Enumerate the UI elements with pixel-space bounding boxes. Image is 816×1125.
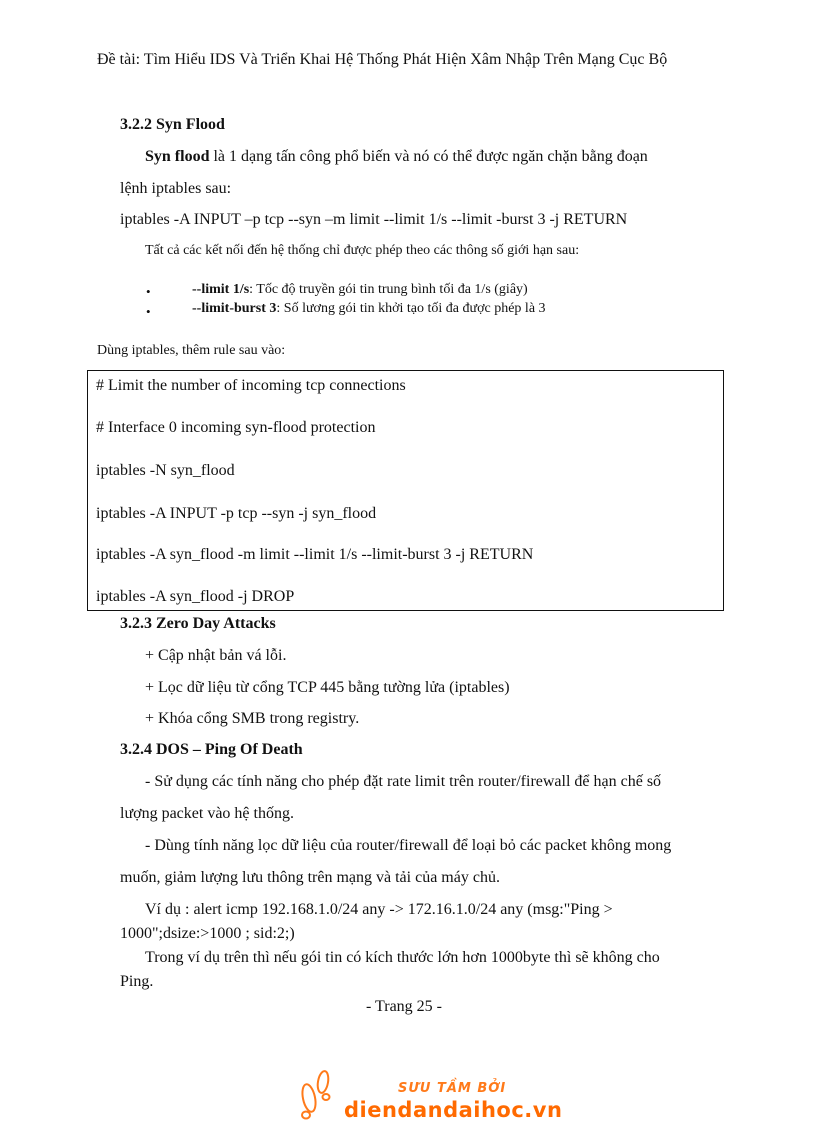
zero-day-item: + Khóa cổng SMB trong registry. [145,710,360,727]
dos-paragraph-2-cont: muốn, giảm lượng lưu thông trên mạng và tải của máy chủ. [120,869,500,886]
syn-flood-term: Syn flood [145,148,210,165]
code-line: iptables -A syn_flood -m limit --limit 1/s --limit-burst 3 -j RETURN [96,546,534,563]
iptables-intro: Dùng iptables, thêm rule sau vào: [97,343,286,358]
watermark-caption: SƯU TẦM BỞI [398,1081,507,1096]
bullet-limit-burst [192,301,546,317]
bullet-dot: • [146,304,151,319]
document-header-title: Đề tài: Tìm Hiểu IDS Và Triển Khai Hệ Thống Phát Hiện Xâm Nhập Trên Mạng Cục Bộ [97,51,668,68]
dos-paragraph-2: - Dùng tính năng lọc dữ liệu của router/firewall để loại bỏ các packet không mong [145,837,672,854]
syn-flood-description: là 1 dạng tấn công phổ biến và nó có thể được ngăn chặn bằng đoạn [209,148,648,165]
code-line: iptables -A syn_flood -j DROP [96,588,295,605]
page-number: - Trang 25 - [366,998,443,1015]
dos-paragraph-1-cont: lượng packet vào hệ thống. [120,805,294,822]
bullet-limit-burst-text: : Số lương gói tin khởi tạo tối đa được phép là 3 [276,301,546,316]
code-line: # Limit the number of incoming tcp connections [96,377,406,394]
syn-flood-paragraph-line1 [145,148,648,166]
bullet-limit-text: : Tốc độ truyền gói tin trung bình tối đa 1/s (giây) [249,282,528,297]
dos-paragraph-1: - Sử dụng các tính năng cho phép đặt rate limit trên router/firewall để hạn chế số [145,773,662,790]
code-line: iptables -N syn_flood [96,462,235,479]
section-heading-ping-of-death: 3.2.4 DOS – Ping Of Death [120,741,303,758]
bullet-limit [192,282,528,298]
bullet-limit-burst-term: --limit-burst 3 [192,301,277,316]
limit-note: Tất cả các kết nối đến hệ thống chỉ được phép theo các thông số giới hạn sau: [145,243,580,258]
bullet-dot: • [146,284,151,299]
section-heading-zero-day: 3.2.3 Zero Day Attacks [120,615,276,632]
snort-example: Ví dụ : alert icmp 192.168.1.0/24 any -> 172.16.1.0/24 any (msg:"Ping > [145,901,613,918]
example-explanation-cont: Ping. [120,973,154,990]
zero-day-item: + Cập nhật bản vá lỗi. [145,647,287,664]
footprints-logo-icon [298,1068,334,1120]
watermark-site: diendandaihoc.vn [344,1098,563,1122]
footprints-icon [298,1068,334,1120]
code-line: iptables -A INPUT -p tcp --syn -j syn_flood [96,505,377,522]
section-heading-syn-flood: 3.2.2 Syn Flood [120,116,225,133]
example-explanation: Trong ví dụ trên thì nếu gói tin có kích thước lớn hơn 1000byte thì sẽ không cho [145,949,660,966]
zero-day-item: + Lọc dữ liệu từ cổng TCP 445 bằng tường lửa (iptables) [145,679,510,696]
snort-example-cont: 1000";dsize:>1000 ; sid:2;) [120,925,295,942]
syn-flood-paragraph-line2: lệnh iptables sau: [120,180,232,197]
iptables-command: iptables -A INPUT –p tcp --syn –m limit --limit 1/s --limit -burst 3 -j RETURN [120,211,628,228]
iptables-rules-box [87,370,724,611]
code-line: # Interface 0 incoming syn-flood protection [96,419,376,436]
bullet-limit-term: --limit 1/s [192,282,250,297]
